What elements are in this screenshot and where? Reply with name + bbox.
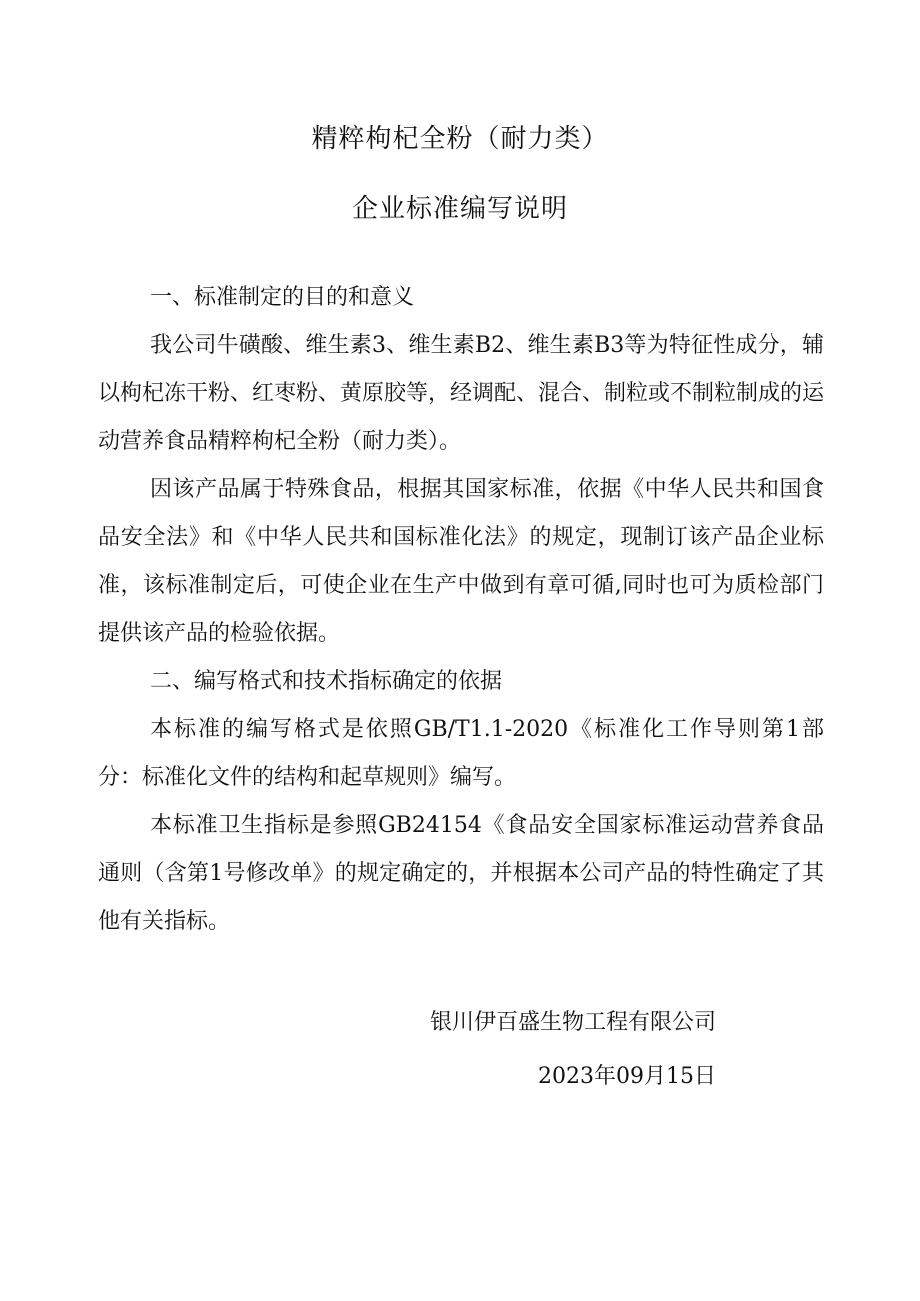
document-title: 精粹枸杞全粉（耐力类） — [311, 124, 609, 154]
document-subtitle: 企业标准编写说明 — [351, 194, 568, 224]
document-date: 2023年09月15日 — [538, 1064, 716, 1089]
section-heading-2: 二、编写格式和技术指标确定的依据 — [150, 669, 503, 694]
section-2-paragraph-2: 本标准卫生指标是参照GB24154《食品安全国家标准运动营养食品通则（含第1号修改单》的规定确定的，并根据本公司产品的特性确定了其他有关指标。 — [98, 813, 824, 934]
section-heading-1: 一、标准制定的目的和意义 — [150, 285, 415, 310]
section-1-paragraph-2: 因该产品属于特殊食品，根据其国家标准，依据《中华人民共和国食品安全法》和《中华人民共和国标准化法》的规定，现制订该产品企业标准，该标准制定后，可使企业在生产中做到有章可循,同时也可为质检部门提供该产品的检验依据。 — [98, 477, 824, 646]
company-name: 银川伊百盛生物工程有限公司 — [429, 1010, 716, 1035]
section-1-paragraph-1: 我公司牛磺酸、维生素3、维生素B2、维生素B3等为特征性成分，辅以枸杞冻干粉、红枣粉、黄原胶等，经调配、混合、制粒或不制粒制成的运动营养食品精粹枸杞全粉（耐力类）。 — [98, 333, 825, 454]
document-body — [98, 274, 824, 946]
section-2-paragraph-1: 本标准的编写格式是依照GB/T1.1-2020《标准化工作导则第1部分：标准化文件的结构和起草规则》编写。 — [98, 717, 824, 790]
